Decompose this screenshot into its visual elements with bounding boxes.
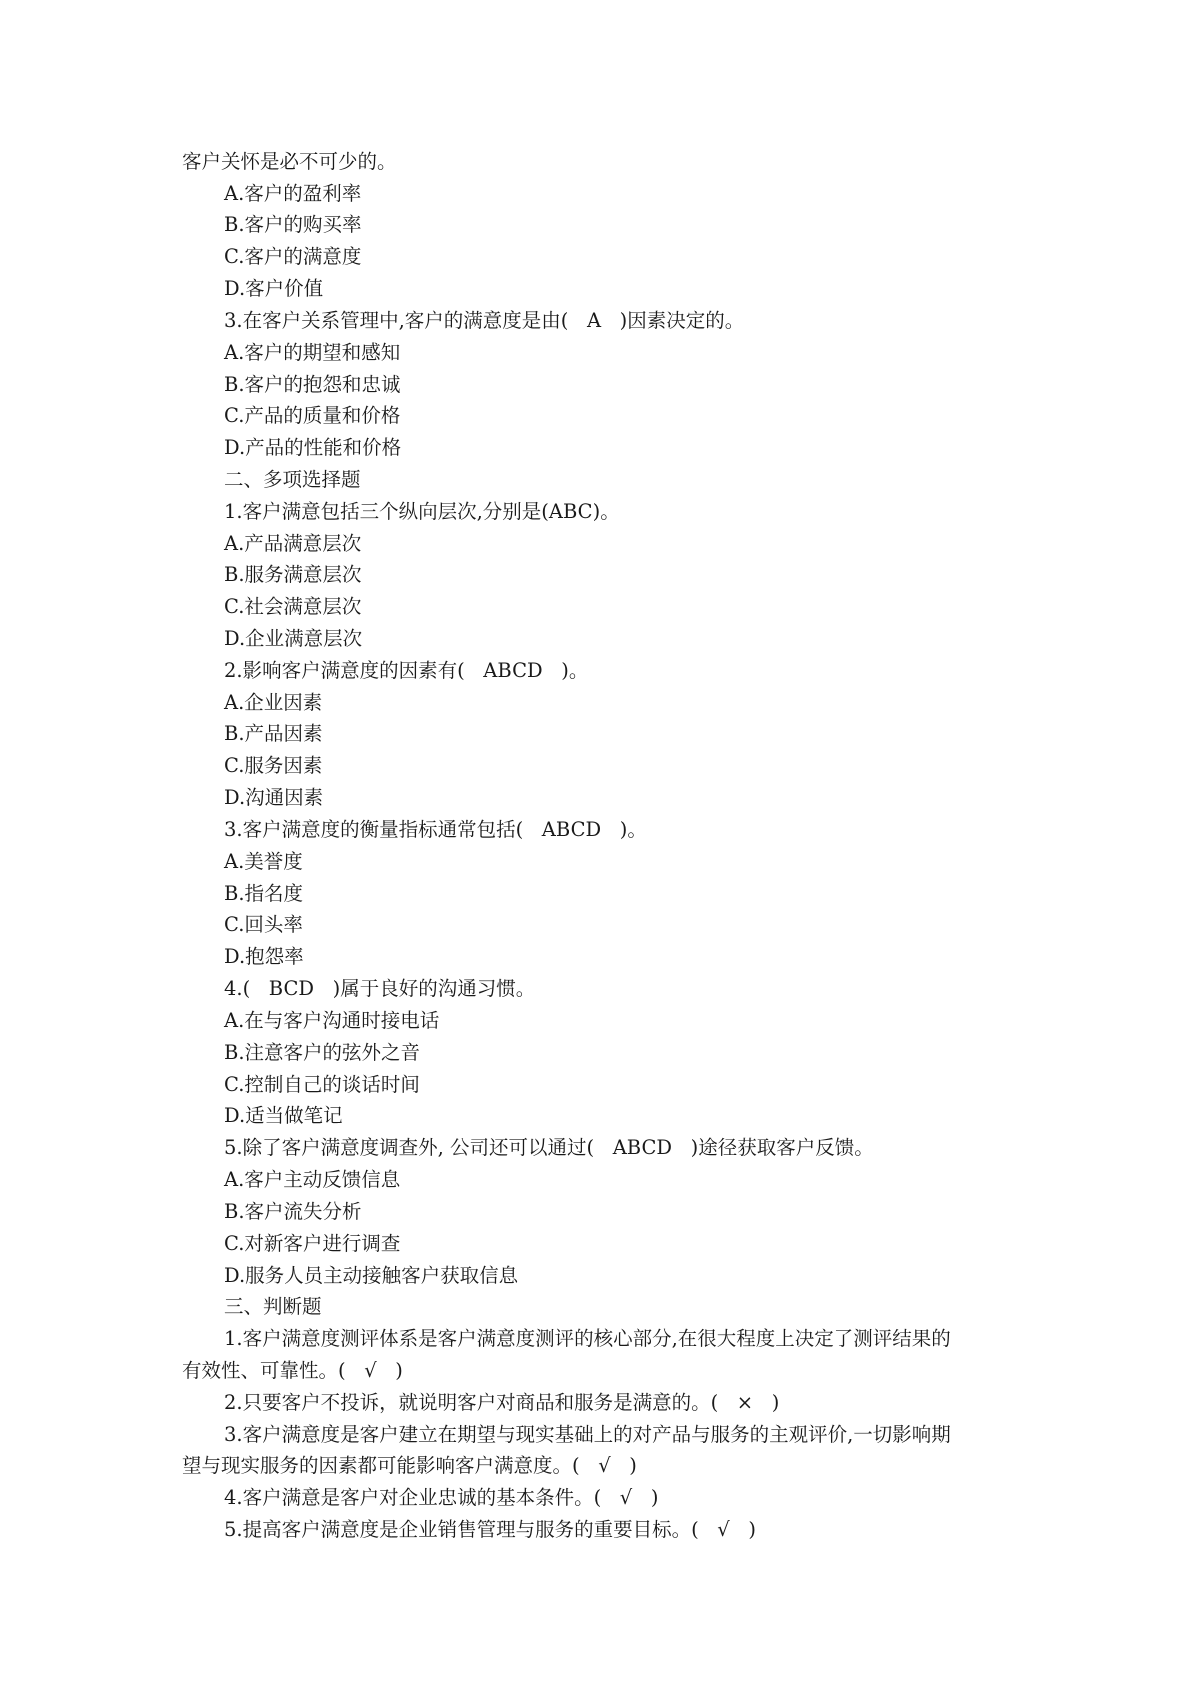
text-line: 5.除了客户满意度调查外, 公司还可以通过( ABCD )途径获取客户反馈。 xyxy=(224,1136,874,1159)
text-line: A.客户的期望和感知 xyxy=(224,341,401,364)
text-line: 1.客户满意包括三个纵向层次,分别是(ABC)。 xyxy=(224,500,620,523)
text-line: B.服务满意层次 xyxy=(224,563,362,586)
text-line: A.美誉度 xyxy=(224,850,303,873)
text-line: C.社会满意层次 xyxy=(224,595,362,618)
text-line: B.客户流失分析 xyxy=(224,1200,362,1223)
text-line: B.产品因素 xyxy=(224,722,323,745)
text-line: C.服务因素 xyxy=(224,754,323,777)
text-line: D.服务人员主动接触客户获取信息 xyxy=(224,1264,519,1287)
text-line: A.产品满意层次 xyxy=(224,532,362,555)
section-heading: 三、判断题 xyxy=(224,1295,322,1318)
text-line: B.客户的购买率 xyxy=(224,213,362,236)
text-line: 望与现实服务的因素都可能影响客户满意度。( √ ) xyxy=(182,1454,637,1477)
text-line: D.抱怨率 xyxy=(224,945,304,968)
section-heading: 二、多项选择题 xyxy=(224,468,361,491)
text-line: 5.提高客户满意度是企业销售管理与服务的重要目标。( √ ) xyxy=(224,1518,756,1541)
text-line: B.指名度 xyxy=(224,882,304,905)
text-line: C.控制自己的谈话时间 xyxy=(224,1073,420,1096)
text-line: 3.在客户关系管理中,客户的满意度是由( A )因素决定的。 xyxy=(224,309,745,332)
text-line: D.企业满意层次 xyxy=(224,627,363,650)
text-line: 客户关怀是必不可少的。 xyxy=(182,150,397,173)
text-line: 1.客户满意度测评体系是客户满意度测评的核心部分,在很大程度上决定了测评结果的 xyxy=(224,1327,951,1350)
text-line: C.产品的质量和价格 xyxy=(224,404,401,427)
text-line: 2.影响客户满意度的因素有( ABCD )。 xyxy=(224,659,589,682)
text-line: 3.客户满意度是客户建立在期望与现实基础上的对产品与服务的主观评价,一切影响期 xyxy=(224,1423,951,1446)
text-line: B.注意客户的弦外之音 xyxy=(224,1041,421,1064)
text-line: 有效性、可靠性。( √ ) xyxy=(182,1359,403,1382)
text-line: D.沟通因素 xyxy=(224,786,324,809)
text-line: B.客户的抱怨和忠诚 xyxy=(224,373,401,396)
text-line: A.在与客户沟通时接电话 xyxy=(224,1009,440,1032)
text-line: A.客户的盈利率 xyxy=(224,182,362,205)
text-line: D.客户价值 xyxy=(224,277,324,300)
text-line: A.客户主动反馈信息 xyxy=(224,1168,401,1191)
text-line: 3.客户满意度的衡量指标通常包括( ABCD )。 xyxy=(224,818,647,841)
text-line: 4.客户满意是客户对企业忠诚的基本条件。( √ ) xyxy=(224,1486,659,1509)
text-line: 2.只要客户不投诉，就说明客户对商品和服务是满意的。( × ) xyxy=(224,1391,780,1414)
text-line: C.对新客户进行调查 xyxy=(224,1232,401,1255)
text-line: A.企业因素 xyxy=(224,691,323,714)
text-line: D.产品的性能和价格 xyxy=(224,436,402,459)
text-line: C.客户的满意度 xyxy=(224,245,362,268)
text-line: D.适当做笔记 xyxy=(224,1104,343,1127)
text-line: C.回头率 xyxy=(224,913,303,936)
text-line: 4.( BCD )属于良好的沟通习惯。 xyxy=(224,977,536,1000)
